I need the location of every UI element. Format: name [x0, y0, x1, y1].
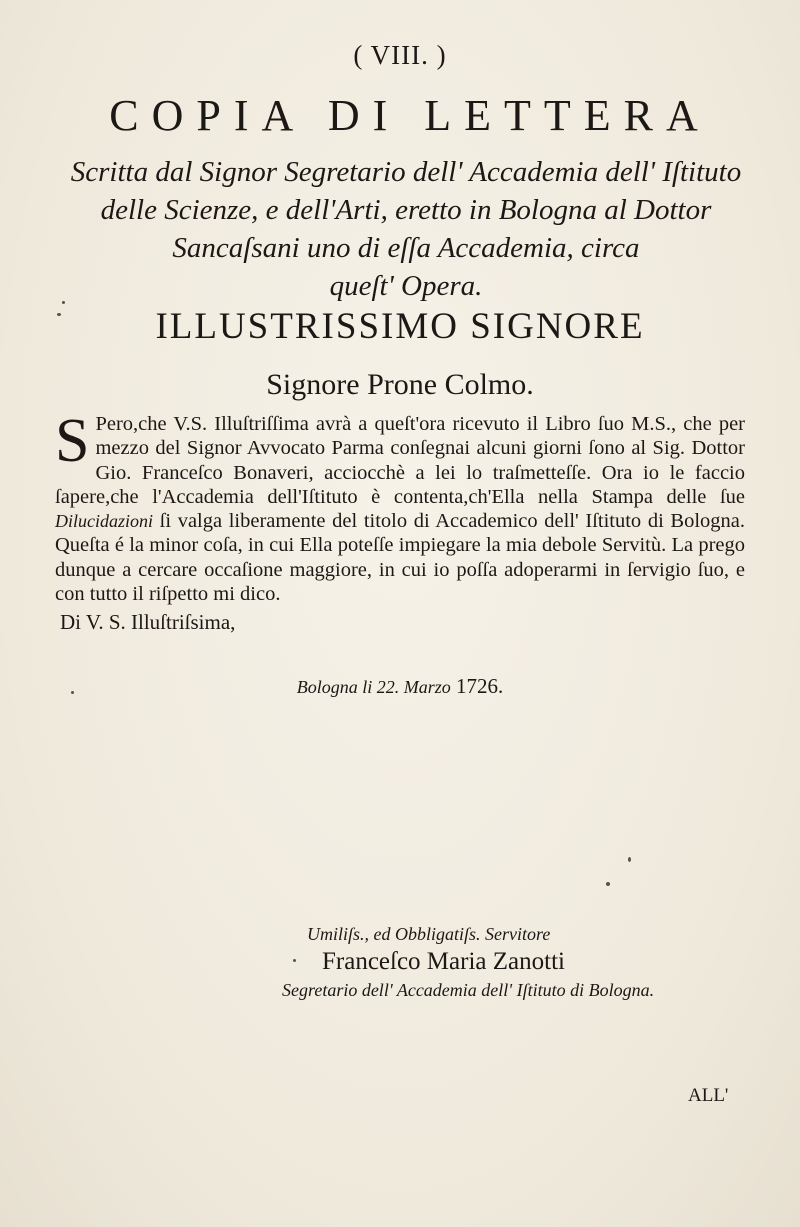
paper-speck	[606, 882, 610, 886]
signature-title: Segretario dell' Accademia dell' Iſtituto di Bologna.	[282, 980, 655, 1000]
paper-speck	[293, 959, 296, 962]
letter-text-part-2: ſi valga liberamente del titolo di Accademico dell' Iſtituto di Bologna. Queſta é la minor coſa, in cui Ella poteſſe impiegare la mia debole Servitù. La prego dunque a cercare occaſione maggiore, in cui io poſſa adoperarmi in ſervigio ſuo, e con tutto il riſpetto mi dico.	[55, 510, 746, 606]
year: 1726.	[456, 674, 504, 698]
letter-italic-title: Dilucidazioni	[55, 511, 153, 532]
page-number: ( VIII. )	[353, 40, 447, 70]
salutation-heading: ILLUSTRISSIMO SIGNORE	[155, 306, 645, 347]
place: Bologna li 22. Marzo	[296, 677, 451, 697]
sub-salutation: Signore Prone Colmo.	[266, 368, 534, 401]
subtitle-line-1: Scritta dal Signor Segretario dell' Accademia dell' Iſtituto	[70, 156, 742, 188]
catchword: ALL'	[688, 1085, 729, 1106]
subtitle-line-4: queſt' Opera.	[329, 270, 483, 302]
signature-courtesy: Umiliſs., ed Obbligatiſs. Servitore	[307, 924, 551, 944]
paper-speck	[628, 857, 631, 862]
letter-text-part-1: Pero,che V.S. Illuſtriſſima avrà a queſt'ora ricevuto il Libro ſuo M.S., che per mezzo del Signor Avvocato Parma conſegnai alcuni giorni ſono al Sig. Dottor Gio. Franceſco Bonaveri, acciocchè a lei lo traſmetteſſe. Ora io le faccio ſapere,che l'Accademia dell'Iſtituto è contenta,ch'Ella nella Stampa delle ſue	[55, 413, 745, 508]
document-subtitle	[56, 153, 756, 305]
paper-speck	[57, 313, 61, 316]
signature-name: Franceſco Maria Zanotti	[322, 948, 565, 975]
place-and-date	[0, 674, 800, 699]
paper-speck	[71, 691, 74, 694]
drop-cap: S	[55, 407, 90, 475]
paper-speck	[62, 301, 65, 304]
subtitle-line-3: Sancaſsani uno di eſſa Accademia, circa	[172, 232, 640, 264]
closing-formula: Di V. S. Illuſtriſsima,	[60, 610, 236, 634]
document-title: COPIA DI LETTERA	[109, 91, 711, 140]
subtitle-line-2: delle Scienze, e dell'Arti, eretto in Bologna al Dottor	[100, 194, 712, 226]
letter-body	[55, 407, 746, 606]
